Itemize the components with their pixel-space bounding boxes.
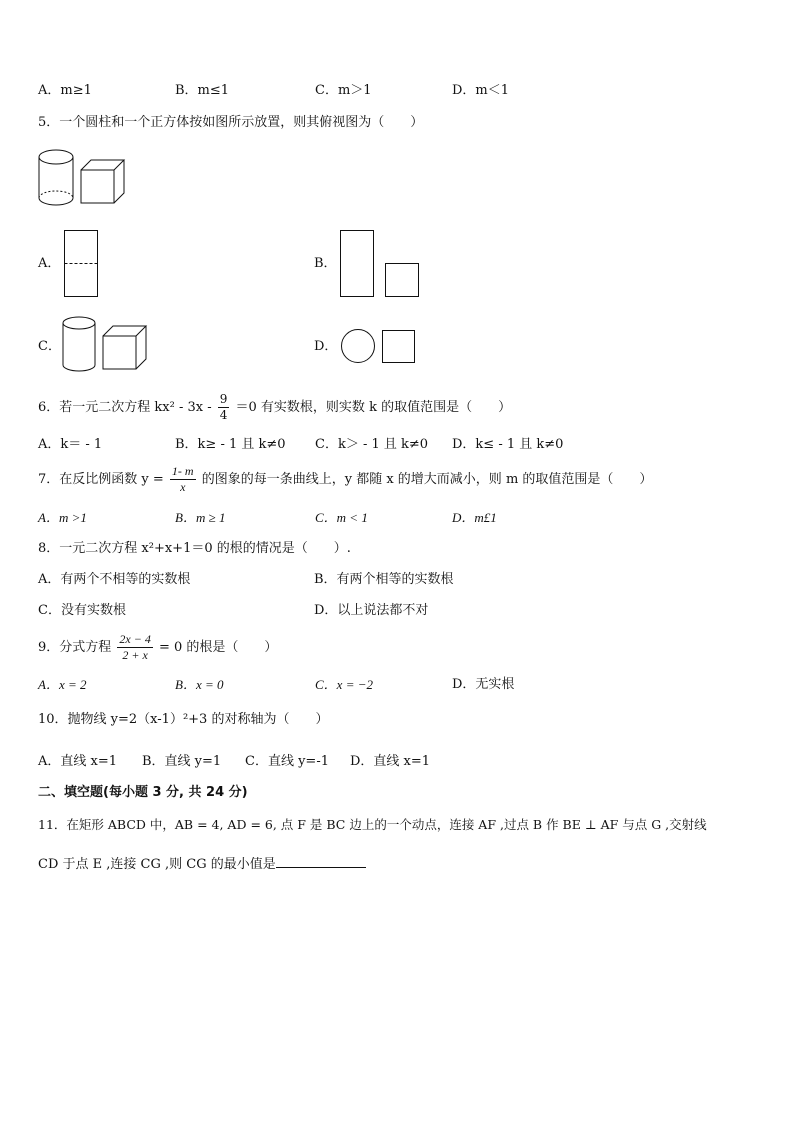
q9-option-d: D．无实根 — [452, 677, 515, 692]
q7-option-d: D．m£1 — [452, 510, 497, 525]
q10-stem: 10．抛物线 y=2（x-1）²+3 的对称轴为（ ） — [38, 712, 329, 727]
q9-option-a: A．x = 2 — [38, 677, 87, 692]
q4-option-c: C．m＞1 — [315, 83, 372, 98]
q7-stem-post: 的图象的每一条曲线上，y 都随 x 的增大而减小，则 m 的取值范围是（ ） — [201, 472, 653, 487]
q5-option-a-figure — [64, 230, 100, 298]
q10-option-b: B．直线 y=1 — [142, 754, 222, 769]
q5-label-c: C． — [38, 339, 61, 354]
q9-stem-pre: 9．分式方程 — [38, 640, 112, 655]
q6-stem-post: ＝0 有实数根，则实数 k 的取值范围是（ ） — [235, 400, 512, 415]
q7-option-b: B．m ≥ 1 — [175, 510, 226, 525]
q8-option-d: D．以上说法都不对 — [314, 603, 429, 618]
q6-stem-pre: 6．若一元二次方程 kx² - 3x - — [38, 400, 212, 415]
q9-stem-post: = 0 的根是（ ） — [159, 640, 278, 655]
q6-option-a: A．k＝ - 1 — [38, 437, 103, 452]
q7-option-a: A．m >1 — [38, 510, 87, 525]
q5-stem: 5．一个圆柱和一个正方体按如图所示放置，则其俯视图为（ ） — [38, 115, 424, 130]
q4-option-d: D．m＜1 — [452, 83, 510, 98]
q9-fraction-numerator: 2x − 4 — [119, 632, 151, 646]
q11-line-1: 11．在矩形 ABCD 中，AB = 4, AD = 6, 点 F 是 BC 边上的一个动点，连接 AF ,过点 B 作 BE ⊥ AF 与点 G ,交射线 — [38, 817, 707, 832]
q9-option-c: C．x = −2 — [315, 677, 373, 692]
q7-fraction — [170, 464, 196, 495]
q4-option-b: B．m≤1 — [175, 83, 230, 98]
q6-fraction-numerator: 9 — [219, 392, 228, 406]
q7-option-c: C．m < 1 — [315, 510, 368, 525]
q7-fraction-numerator: 1- m — [171, 464, 194, 478]
q7-fraction-denominator: x — [180, 480, 186, 494]
q6-option-b: B．k≥ - 1 且 k≠0 — [175, 437, 286, 452]
q5-figure-cylinder-cube — [38, 147, 138, 209]
q8-option-a: A．有两个不相等的实数根 — [38, 572, 191, 587]
q5-label-a: A． — [38, 256, 61, 271]
q6-fraction-denominator: 4 — [219, 408, 228, 422]
section-heading-fill-in: 二、填空题(每小题 3 分, 共 24 分) — [38, 785, 248, 800]
q6-fraction — [218, 392, 230, 423]
q7-stem — [38, 463, 652, 497]
q7-stem-pre: 7．在反比例函数 y = — [38, 472, 164, 487]
q9-stem — [38, 631, 277, 665]
q4-option-a: A．m≥1 — [38, 83, 92, 98]
q5-option-b-figure — [340, 230, 420, 298]
q8-stem: 8．一元二次方程 x²+x+1＝0 的根的情况是（ ）. — [38, 541, 351, 556]
q6-option-c: C．k＞ - 1 且 k≠0 — [315, 437, 429, 452]
q8-option-c: C．没有实数根 — [38, 603, 126, 618]
q6-option-d: D．k≤ - 1 且 k≠0 — [452, 437, 564, 452]
q6-stem — [38, 391, 511, 425]
q11-line-2 — [38, 853, 366, 874]
q10-option-d: D．直线 x=1 — [350, 754, 431, 769]
q11-answer-blank[interactable] — [276, 853, 366, 868]
q11-line-2-text: CD 于点 E ,连接 CG ,则 CG 的最小值是 — [38, 857, 276, 872]
q5-label-b: B． — [314, 256, 337, 271]
q5-label-d: D． — [314, 339, 338, 354]
q10-option-c: C．直线 y=-1 — [245, 754, 329, 769]
q10-option-a: A．直线 x=1 — [38, 754, 118, 769]
q5-option-c-figure — [62, 315, 152, 373]
q9-fraction — [117, 632, 152, 663]
q9-option-b: B．x = 0 — [175, 677, 224, 692]
q9-fraction-denominator: 2 + x — [122, 648, 148, 662]
q8-option-b: B．有两个相等的实数根 — [314, 572, 454, 587]
q5-option-d-figure — [341, 329, 421, 365]
